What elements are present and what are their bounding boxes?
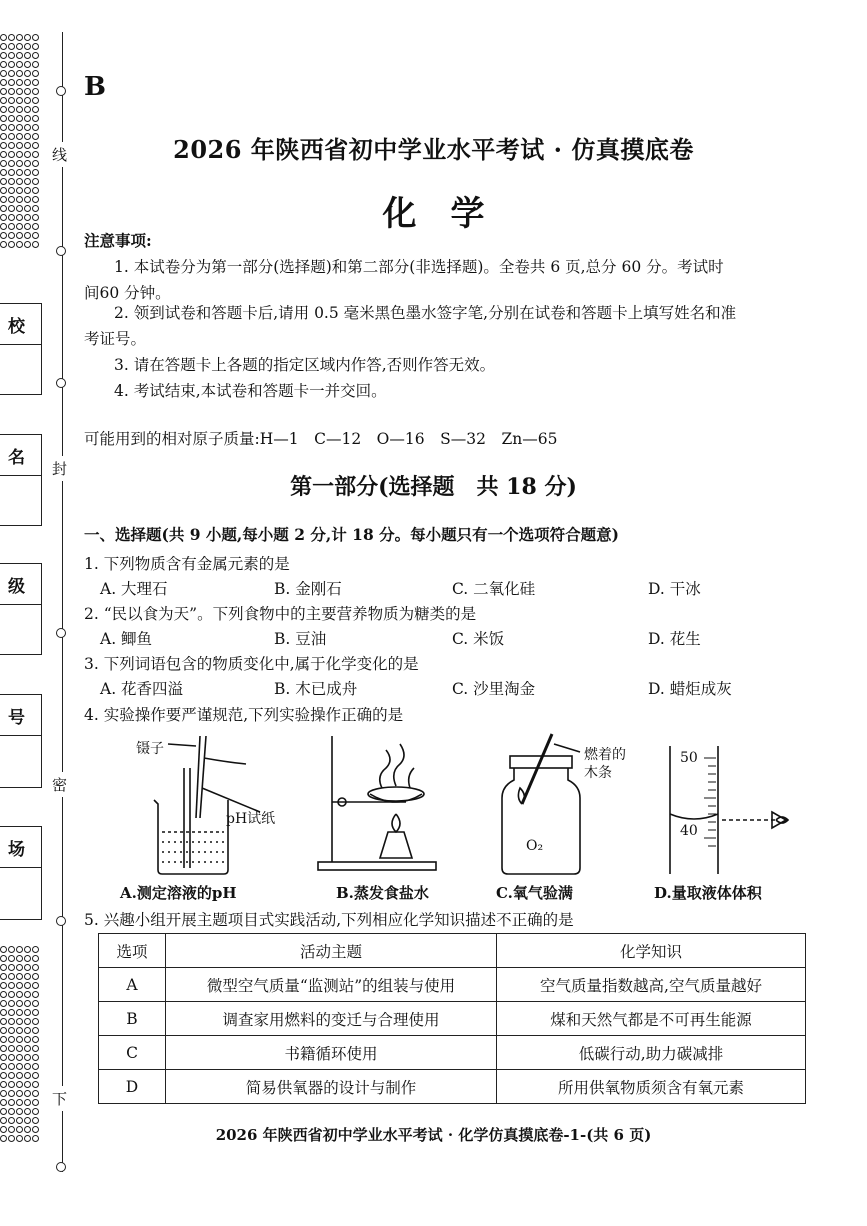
binding-hole — [56, 916, 66, 926]
binding-dot — [0, 973, 7, 980]
notes-item-1: 1. 本试卷分为第一部分(选择题)和第二部分(非选择题)。全卷共 6 页,总分 60 分。考试时 — [114, 258, 724, 276]
class-field[interactable] — [0, 563, 42, 655]
binding-dot — [32, 1054, 39, 1061]
binding-dot — [16, 982, 23, 989]
binding-dot — [24, 1009, 31, 1016]
binding-dot — [32, 1072, 39, 1079]
option-b[interactable]: B. 豆油 — [274, 630, 327, 648]
binding-hole — [56, 86, 66, 96]
binding-dot — [0, 1072, 7, 1079]
binding-dot — [0, 52, 7, 59]
binding-dot — [8, 973, 15, 980]
option-a[interactable]: A. 鲫鱼 — [100, 630, 153, 648]
binding-dot — [24, 79, 31, 86]
binding-dot — [32, 964, 39, 971]
binding-dot — [8, 964, 15, 971]
binding-dot — [16, 70, 23, 77]
q4-figures — [96, 728, 816, 884]
binding-dot — [32, 178, 39, 185]
binding-dot — [32, 79, 39, 86]
binding-dot — [24, 52, 31, 59]
binding-dot — [32, 1099, 39, 1106]
binding-dot — [8, 1099, 15, 1106]
notes-heading: 注意事项: — [84, 231, 152, 250]
binding-dot — [8, 991, 15, 998]
binding-dot — [24, 991, 31, 998]
table-row[interactable] — [99, 1070, 806, 1104]
binding-dot — [24, 1000, 31, 1007]
binding-dot — [32, 1027, 39, 1034]
label-ph-paper: pH试纸 — [226, 811, 276, 827]
binding-dot — [8, 955, 15, 962]
option-d[interactable]: D. 干冰 — [648, 580, 701, 598]
binding-dot — [16, 169, 23, 176]
page-footer: 2026 年陕西省初中学业水平考试 · 化学仿真摸底卷-1-(共 6 页) — [215, 1126, 652, 1144]
table-cell: B — [99, 1002, 166, 1036]
binding-dot — [0, 1054, 7, 1061]
binding-dot — [24, 106, 31, 113]
binding-dot — [24, 1090, 31, 1097]
binding-dot — [0, 1063, 7, 1070]
binding-hole — [56, 246, 66, 256]
notes-item-3: 3. 请在答题卡上各题的指定区域内作答,否则作答无效。 — [114, 356, 496, 374]
binding-dot — [24, 169, 31, 176]
binding-dot — [0, 982, 7, 989]
binding-dot — [8, 982, 15, 989]
binding-dot — [0, 115, 7, 122]
table-cell: A — [99, 968, 166, 1002]
binding-dot — [8, 1063, 15, 1070]
atomic-masses: 可能用到的相对原子质量:H—1 C—12 O—16 S—32 Zn—65 — [84, 430, 558, 448]
binding-hole — [56, 1162, 66, 1172]
binding-dot — [16, 1081, 23, 1088]
binding-dot — [32, 955, 39, 962]
figure-a-caption[interactable]: A.测定溶液的pH — [120, 884, 237, 902]
binding-line-char: 密 — [52, 772, 67, 797]
binding-dot — [0, 1117, 7, 1124]
option-b[interactable]: B. 木已成舟 — [274, 680, 358, 698]
binding-dot — [8, 1027, 15, 1034]
table-cell: C — [99, 1036, 166, 1070]
binding-dot — [32, 1090, 39, 1097]
table-header: 化学知识 — [497, 934, 806, 968]
notes-item-4: 4. 考试结束,本试卷和答题卡一并交回。 — [114, 382, 387, 400]
figure-b-evaporation — [318, 736, 436, 870]
label-tweezers: 镊子 — [136, 741, 164, 757]
table-header: 选项 — [99, 934, 166, 968]
binding-dots-bottom — [0, 946, 40, 1142]
seat-number-label: 号 — [8, 708, 25, 728]
binding-dot — [32, 946, 39, 953]
binding-dot — [16, 1072, 23, 1079]
binding-dot — [0, 1108, 7, 1115]
section-title: 第一部分(选择题 共 18 分) — [290, 474, 577, 500]
binding-dot — [8, 241, 15, 248]
binding-dot — [16, 1108, 23, 1115]
q5-table — [98, 933, 806, 1104]
binding-dot — [32, 97, 39, 104]
table-cell: 空气质量指数越高,空气质量越好 — [497, 968, 806, 1002]
label-burning-stick: 燃着的 — [584, 747, 626, 763]
option-c[interactable]: C. 二氧化硅 — [452, 580, 536, 598]
binding-dot — [8, 115, 15, 122]
binding-dot — [8, 106, 15, 113]
binding-dot — [8, 1108, 15, 1115]
question-stem: 3. 下列词语包含的物质变化中,属于化学变化的是 — [84, 655, 419, 673]
binding-dot — [32, 973, 39, 980]
option-d[interactable]: D. 蜡炬成灰 — [648, 680, 732, 698]
question-stem: 5. 兴趣小组开展主题项目式实践活动,下列相应化学知识描述不正确的是 — [84, 911, 574, 929]
binding-dot — [24, 1045, 31, 1052]
binding-dot — [24, 34, 31, 41]
binding-dot — [0, 1090, 7, 1097]
binding-dot — [0, 241, 7, 248]
binding-dot — [16, 1036, 23, 1043]
paper-version: B — [84, 72, 106, 102]
binding-dot — [8, 169, 15, 176]
binding-dot — [8, 1018, 15, 1025]
binding-dot — [8, 1090, 15, 1097]
class-label: 级 — [8, 577, 25, 597]
binding-dot — [16, 97, 23, 104]
exam-room-field[interactable] — [0, 826, 42, 920]
binding-dot — [8, 1054, 15, 1061]
binding-dot — [24, 61, 31, 68]
binding-dot — [0, 1009, 7, 1016]
binding-dot — [8, 1117, 15, 1124]
notes-item-2: 2. 领到试卷和答题卡后,请用 0.5 毫米黑色墨水签字笔,分别在试卷和答题卡上填写姓名和准 — [114, 304, 737, 322]
table-cell: D — [99, 1070, 166, 1104]
question-stem: 4. 实验操作要严谨规范,下列实验操作正确的是 — [84, 706, 404, 724]
figure-d-caption[interactable]: D.量取液体体积 — [654, 884, 762, 902]
binding-dot — [24, 115, 31, 122]
binding-dot — [16, 1054, 23, 1061]
binding-dot — [16, 61, 23, 68]
binding-dot — [32, 1036, 39, 1043]
binding-dot — [24, 946, 31, 953]
binding-dot — [16, 991, 23, 998]
binding-dot — [8, 34, 15, 41]
binding-dot — [16, 88, 23, 95]
binding-dot — [8, 178, 15, 185]
option-a[interactable]: A. 大理石 — [100, 580, 168, 598]
binding-dot — [0, 79, 7, 86]
binding-dot — [8, 43, 15, 50]
table-cell: 调查家用燃料的变迁与合理使用 — [166, 1002, 497, 1036]
label-burning-stick-2: 木条 — [584, 765, 612, 781]
table-row[interactable] — [99, 1036, 806, 1070]
binding-dot — [8, 1045, 15, 1052]
binding-dot — [16, 973, 23, 980]
binding-dot — [8, 70, 15, 77]
binding-dot — [24, 1072, 31, 1079]
binding-dot — [8, 88, 15, 95]
table-cell: 书籍循环使用 — [166, 1036, 497, 1070]
option-b[interactable]: B. 金刚石 — [274, 580, 342, 598]
binding-dot — [32, 982, 39, 989]
binding-dot — [0, 946, 7, 953]
binding-dot — [16, 964, 23, 971]
binding-dot — [24, 1081, 31, 1088]
binding-dot — [16, 79, 23, 86]
binding-hole — [56, 378, 66, 388]
section-instruction: 一、选择题(共 9 小题,每小题 2 分,计 18 分。每小题只有一个选项符合题意) — [84, 525, 619, 544]
binding-dot — [24, 1027, 31, 1034]
school-label: 校 — [8, 317, 25, 337]
binding-dot — [24, 88, 31, 95]
binding-dot — [32, 115, 39, 122]
binding-dot — [24, 1108, 31, 1115]
binding-dot — [24, 964, 31, 971]
figure-a-ph-test — [154, 736, 260, 874]
binding-dot — [32, 1000, 39, 1007]
binding-dot — [32, 241, 39, 248]
binding-dot — [16, 1063, 23, 1070]
binding-dot — [0, 106, 7, 113]
binding-dot — [8, 97, 15, 104]
binding-dot — [0, 1000, 7, 1007]
binding-dot — [16, 1027, 23, 1034]
binding-dot — [24, 1036, 31, 1043]
table-cell: 煤和天然气都是不可再生能源 — [497, 1002, 806, 1036]
binding-dot — [24, 1018, 31, 1025]
binding-dot — [8, 1081, 15, 1088]
binding-dot — [32, 1045, 39, 1052]
option-c[interactable]: C. 沙里淘金 — [452, 680, 536, 698]
option-d[interactable]: D. 花生 — [648, 630, 701, 648]
binding-dot — [0, 1045, 7, 1052]
binding-dot — [32, 43, 39, 50]
notes-item-1-cont: 间60 分钟。 — [84, 284, 171, 302]
binding-dot — [32, 61, 39, 68]
binding-dot — [8, 52, 15, 59]
binding-dot — [16, 1099, 23, 1106]
binding-dot — [0, 97, 7, 104]
figure-b-caption[interactable]: B.蒸发食盐水 — [336, 884, 429, 902]
binding-line-char: 封 — [52, 456, 67, 481]
binding-dot — [24, 1099, 31, 1106]
binding-line-char: 下 — [52, 1086, 67, 1111]
tick-label-40: 40 — [680, 823, 698, 839]
binding-dot — [16, 178, 23, 185]
name-label: 名 — [8, 448, 25, 468]
binding-dot — [24, 43, 31, 50]
binding-dot — [24, 70, 31, 77]
binding-dot — [32, 1009, 39, 1016]
question-stem: 2. “民以食为天”。下列食物中的主要营养物质为糖类的是 — [84, 605, 477, 623]
notes-item-2-cont: 考证号。 — [84, 330, 147, 348]
binding-dot — [32, 52, 39, 59]
binding-dot — [24, 955, 31, 962]
binding-dot — [24, 97, 31, 104]
binding-dot — [0, 1036, 7, 1043]
option-a[interactable]: A. 花香四溢 — [100, 680, 184, 698]
binding-dot — [16, 1009, 23, 1016]
exam-room-label: 场 — [8, 840, 25, 860]
binding-dot — [0, 991, 7, 998]
binding-dot — [32, 34, 39, 41]
binding-dot — [0, 34, 7, 41]
binding-dot — [8, 946, 15, 953]
tick-label-50: 50 — [680, 750, 698, 766]
binding-dot — [24, 1054, 31, 1061]
binding-dot — [8, 79, 15, 86]
binding-dot — [0, 964, 7, 971]
binding-dot — [16, 1045, 23, 1052]
binding-dot — [0, 1027, 7, 1034]
table-cell: 简易供氧器的设计与制作 — [166, 1070, 497, 1104]
binding-dot — [8, 1072, 15, 1079]
figure-c-caption[interactable]: C.氧气验满 — [496, 884, 573, 902]
binding-dot — [16, 946, 23, 953]
binding-dot — [16, 1000, 23, 1007]
binding-dot — [24, 241, 31, 248]
page-title: 2026 年陕西省初中学业水平考试 · 仿真摸底卷 — [173, 135, 694, 164]
seat-number-field[interactable] — [0, 694, 42, 788]
table-cell: 微型空气质量“监测站”的组装与使用 — [166, 968, 497, 1002]
binding-dot — [32, 88, 39, 95]
binding-dot — [0, 61, 7, 68]
binding-dot — [32, 1081, 39, 1088]
binding-dot — [32, 106, 39, 113]
binding-dot — [32, 1063, 39, 1070]
binding-dot — [16, 955, 23, 962]
table-row[interactable] — [99, 968, 806, 1002]
binding-dot — [0, 43, 7, 50]
binding-dot — [16, 1117, 23, 1124]
subject-title: 化学 — [382, 194, 519, 234]
binding-dot — [0, 169, 7, 176]
binding-dot — [0, 1018, 7, 1025]
binding-dot — [16, 52, 23, 59]
binding-dot — [8, 61, 15, 68]
binding-dot — [16, 241, 23, 248]
binding-dot — [16, 1090, 23, 1097]
binding-dot — [16, 1018, 23, 1025]
binding-dot — [8, 1036, 15, 1043]
table-row[interactable] — [99, 1002, 806, 1036]
binding-dot — [24, 973, 31, 980]
binding-dot — [0, 70, 7, 77]
binding-dot — [32, 1117, 39, 1124]
binding-dot — [16, 106, 23, 113]
option-c[interactable]: C. 米饭 — [452, 630, 505, 648]
table-cell: 低碳行动,助力碳减排 — [497, 1036, 806, 1070]
binding-dot — [32, 169, 39, 176]
binding-dot — [32, 1108, 39, 1115]
binding-dot — [32, 1018, 39, 1025]
binding-dot — [32, 991, 39, 998]
binding-dot — [0, 1099, 7, 1106]
binding-dot — [24, 1063, 31, 1070]
school-field[interactable] — [0, 303, 42, 395]
binding-hole — [56, 628, 66, 638]
table-cell: 所用供氧物质须含有氧元素 — [497, 1070, 806, 1104]
binding-dot — [24, 178, 31, 185]
binding-dot — [0, 88, 7, 95]
binding-dot — [16, 34, 23, 41]
binding-dot — [0, 1081, 7, 1088]
table-header-row — [99, 934, 806, 968]
binding-line-char: 线 — [52, 142, 67, 167]
binding-dot — [16, 43, 23, 50]
binding-dot — [24, 982, 31, 989]
binding-dot — [16, 115, 23, 122]
binding-dot — [0, 178, 7, 185]
table-header: 活动主题 — [166, 934, 497, 968]
binding-dot — [8, 1009, 15, 1016]
label-o2: O₂ — [526, 838, 544, 854]
question-stem: 1. 下列物质含有金属元素的是 — [84, 555, 290, 573]
binding-dot — [32, 70, 39, 77]
binding-dot — [24, 1117, 31, 1124]
binding-dot — [8, 1000, 15, 1007]
binding-dot — [0, 955, 7, 962]
